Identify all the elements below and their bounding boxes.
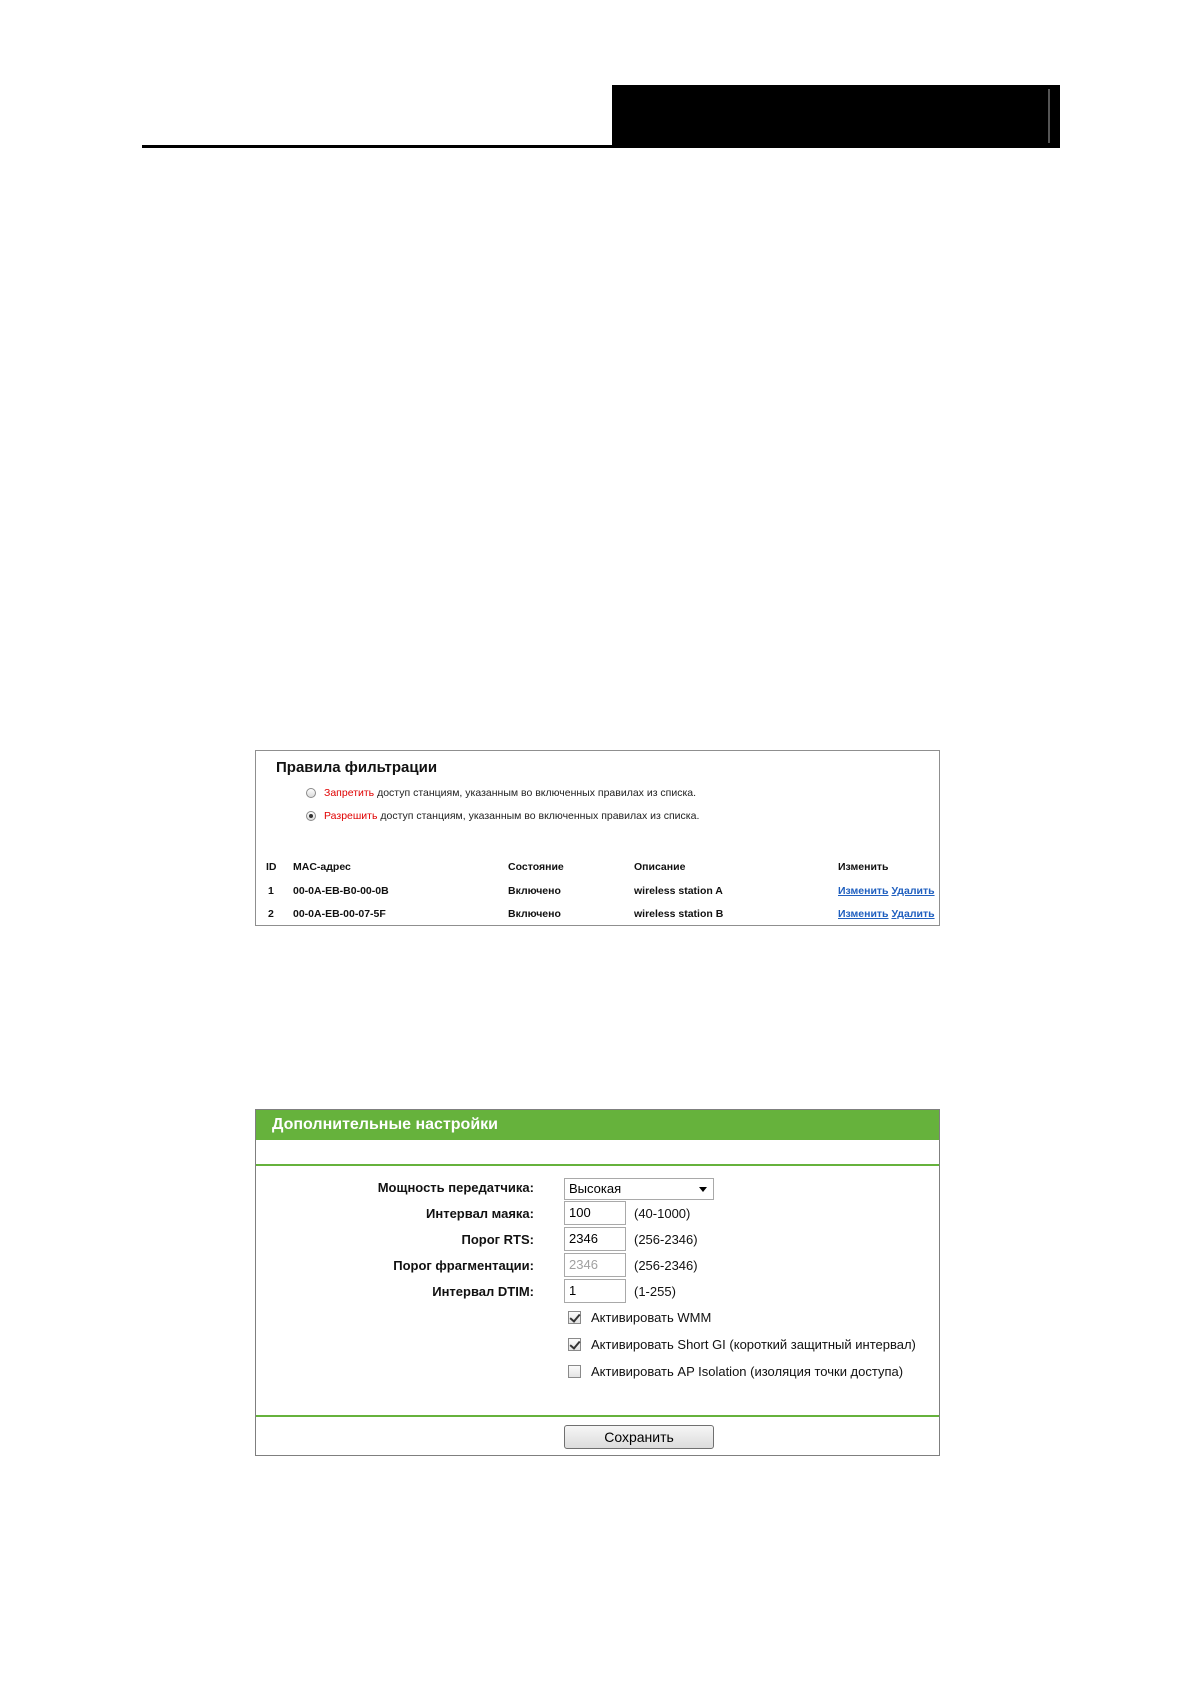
allow-text: доступ станциям, указанным во включенных правилах из списка. <box>377 810 700 822</box>
short-gi-label: Активировать Short GI (короткий защитный интервал) <box>591 1337 916 1352</box>
advanced-settings-title: Дополнительные настройки <box>256 1110 939 1140</box>
col-state: Состояние <box>508 861 564 873</box>
row1-id: 1 <box>268 885 274 897</box>
dtim-range: (1-255) <box>634 1284 676 1299</box>
rts-range: (256-2346) <box>634 1232 698 1247</box>
row2-actions <box>838 908 935 920</box>
row1-desc: wireless station A <box>634 885 723 897</box>
wmm-option[interactable] <box>568 1310 711 1325</box>
advanced-settings-panel <box>255 1109 940 1456</box>
beacon-range: (40-1000) <box>634 1206 691 1221</box>
tx-power-value: Высокая <box>569 1181 622 1196</box>
frag-input: 2346 <box>564 1253 626 1277</box>
allow-radio[interactable] <box>306 811 316 821</box>
beacon-label: Интервал маяка: <box>426 1206 534 1221</box>
deny-option[interactable] <box>306 787 696 799</box>
beacon-input[interactable]: 100 <box>564 1201 626 1225</box>
row2-delete-link[interactable]: Удалить <box>891 908 935 920</box>
dtim-input[interactable]: 1 <box>564 1279 626 1303</box>
top-divider <box>256 1164 939 1166</box>
row2-state: Включено <box>508 908 561 920</box>
row1-state: Включено <box>508 885 561 897</box>
chevron-down-icon <box>699 1187 707 1192</box>
col-id: ID <box>266 861 277 873</box>
header-divider <box>1048 89 1050 143</box>
row2-edit-link[interactable]: Изменить <box>838 908 889 920</box>
short-gi-option[interactable] <box>568 1337 916 1352</box>
deny-text: доступ станциям, указанным во включенных правилах из списка. <box>374 787 697 799</box>
allow-keyword: Разрешить <box>324 810 378 822</box>
ap-isolation-label: Активировать AP Isolation (изоляция точки доступа) <box>591 1364 904 1379</box>
dtim-label: Интервал DTIM: <box>432 1284 534 1299</box>
header-rule <box>142 145 1060 148</box>
col-modify: Изменить <box>838 861 889 873</box>
filter-rules-panel <box>255 750 940 926</box>
rts-label: Порог RTS: <box>461 1232 534 1247</box>
ap-isolation-option[interactable] <box>568 1364 903 1379</box>
deny-keyword: Запретить <box>324 787 375 799</box>
ap-isolation-checkbox[interactable] <box>568 1365 581 1378</box>
row1-delete-link[interactable]: Удалить <box>891 885 935 897</box>
row1-actions <box>838 885 935 897</box>
frag-range: (256-2346) <box>634 1258 698 1273</box>
save-button[interactable]: Сохранить <box>564 1425 714 1449</box>
header-black-block <box>612 85 1060 147</box>
row2-id: 2 <box>268 908 274 920</box>
row2-desc: wireless station B <box>634 908 724 920</box>
row1-mac: 00-0A-EB-B0-00-0B <box>293 885 389 897</box>
frag-label: Порог фрагментации: <box>393 1258 534 1273</box>
col-mac: MAC-адрес <box>293 861 351 873</box>
tx-power-label: Мощность передатчика: <box>377 1180 534 1195</box>
short-gi-checkbox[interactable] <box>568 1338 581 1351</box>
row1-edit-link[interactable]: Изменить <box>838 885 889 897</box>
tx-power-select[interactable] <box>564 1178 714 1200</box>
wmm-checkbox[interactable] <box>568 1311 581 1324</box>
deny-radio[interactable] <box>306 788 316 798</box>
filter-rules-title: Правила фильтрации <box>276 759 438 776</box>
col-desc: Описание <box>634 861 686 873</box>
allow-option[interactable] <box>306 810 699 822</box>
bottom-divider <box>256 1415 939 1417</box>
row2-mac: 00-0A-EB-00-07-5F <box>293 908 386 920</box>
wmm-label: Активировать WMM <box>591 1310 712 1325</box>
rts-input[interactable]: 2346 <box>564 1227 626 1251</box>
